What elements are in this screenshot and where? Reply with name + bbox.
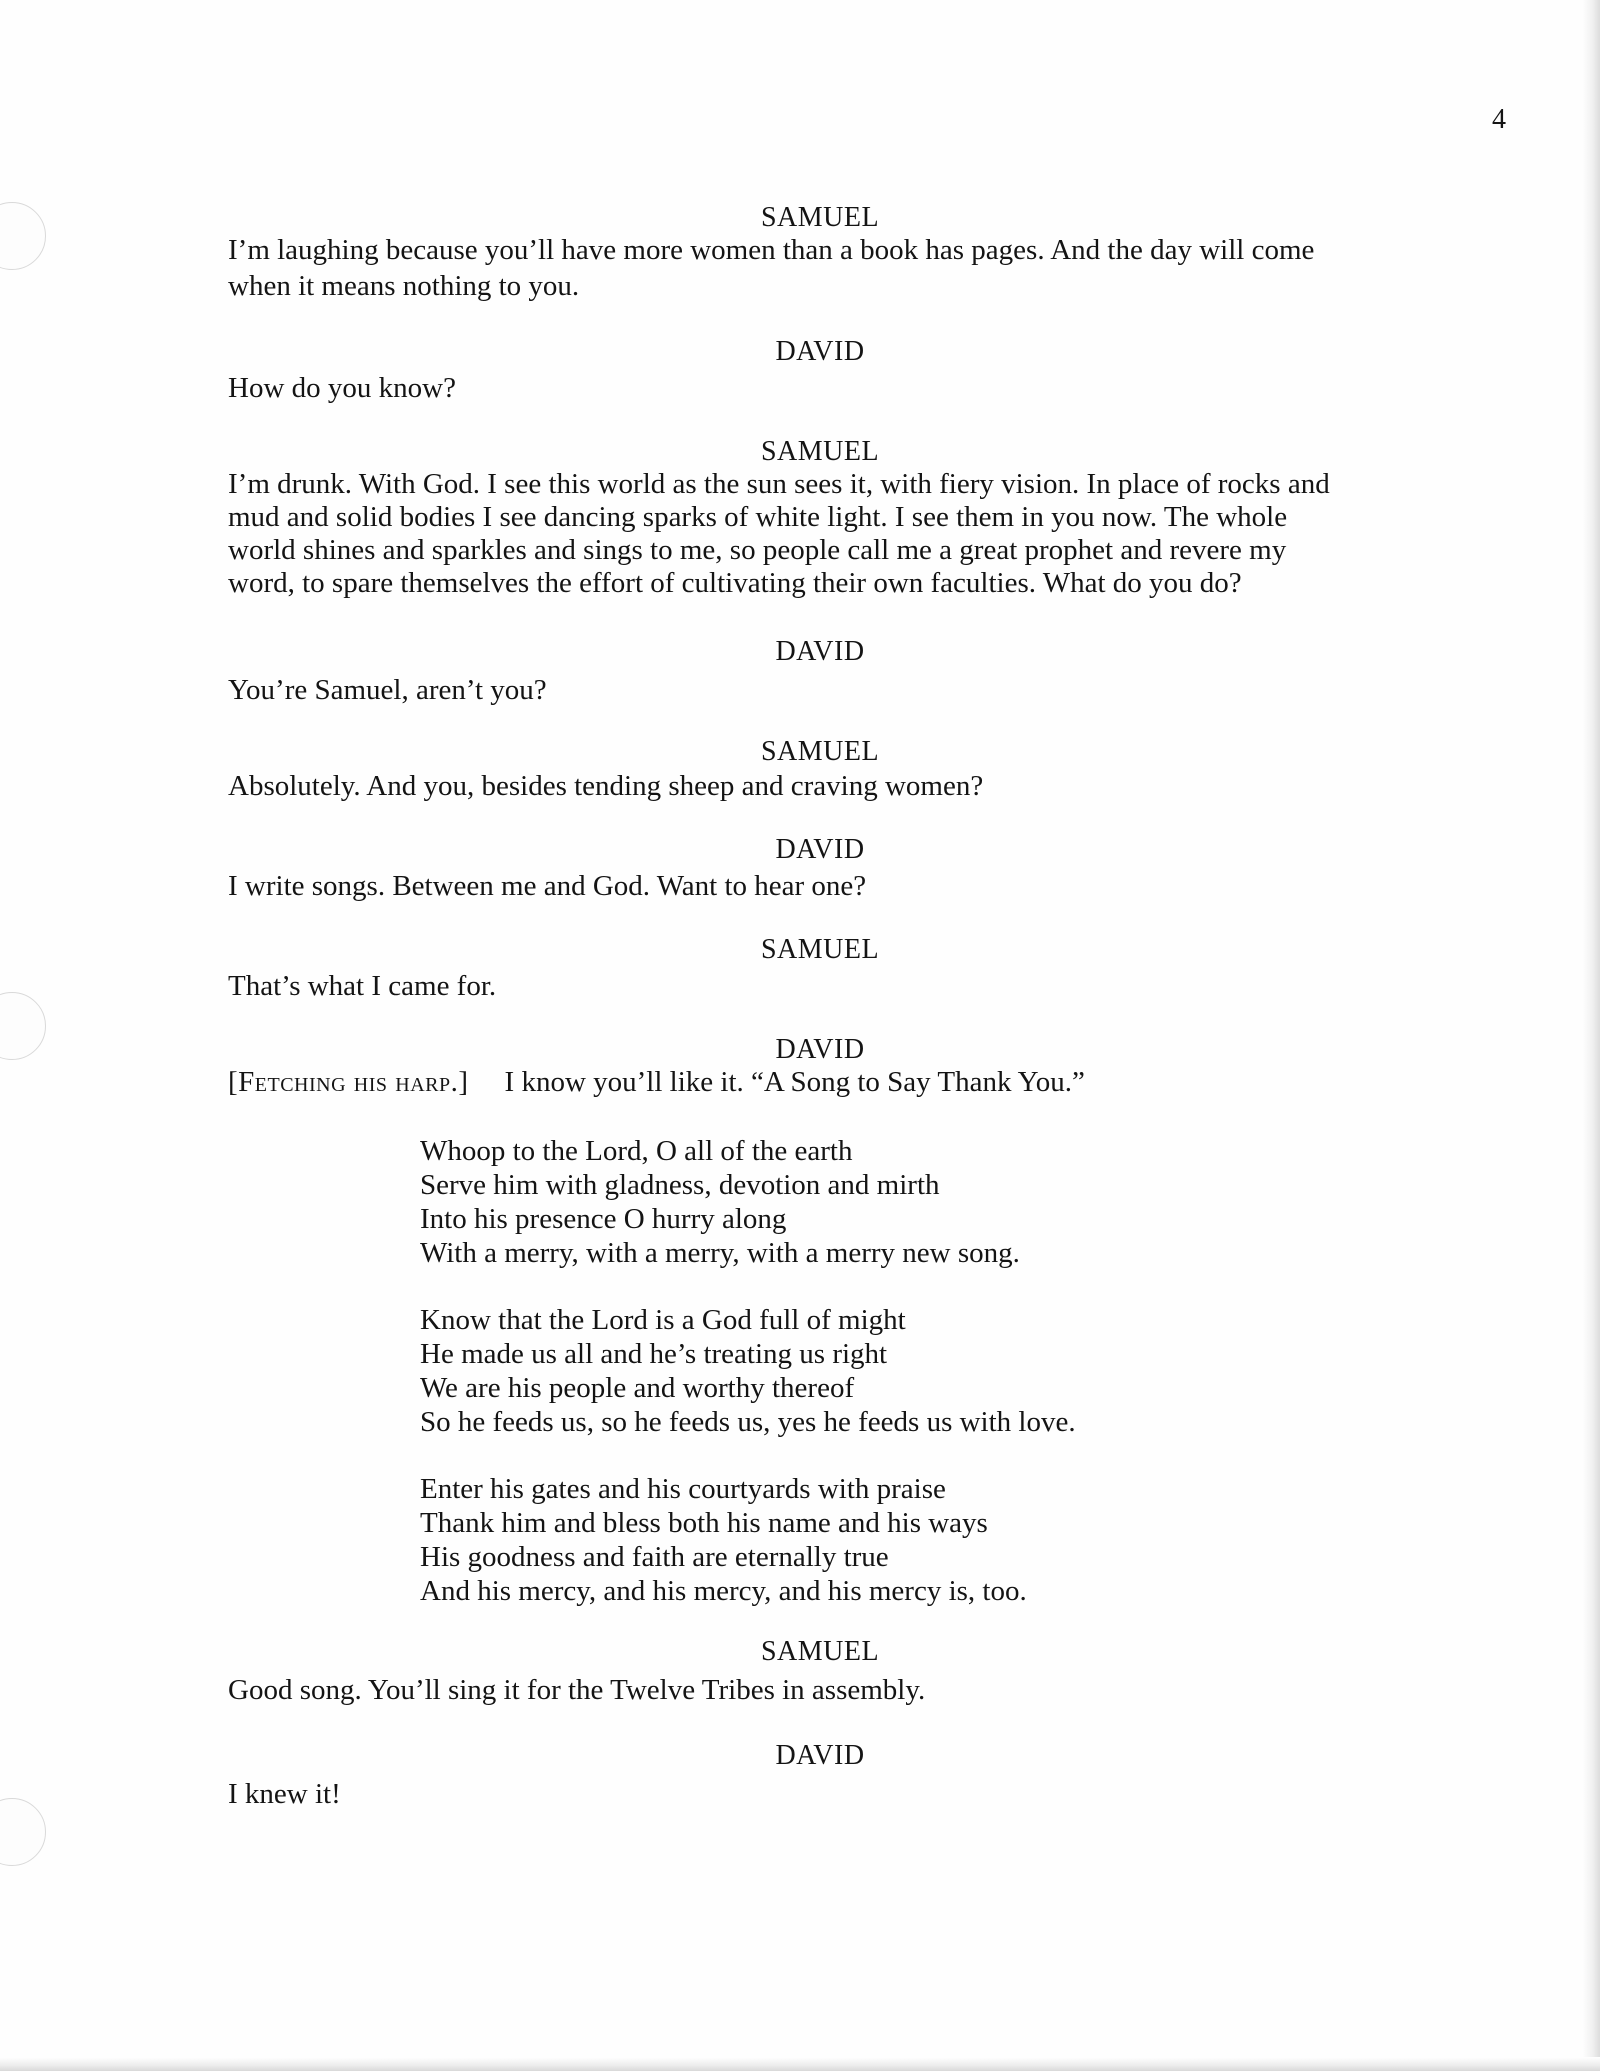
dialogue-line: Good song. You’ll sing it for the Twelve Tribes in assembly. (228, 1674, 926, 1706)
song-line: Thank him and bless both his name and his ways (420, 1507, 988, 1539)
dialogue-line: I’m laughing because you’ll have more women than a book has pages. And the day will come (228, 234, 1315, 266)
song-line: Know that the Lord is a God full of might (420, 1304, 906, 1336)
dialogue-line: How do you know? (228, 372, 456, 404)
dialogue-line: That’s what I came for. (228, 970, 497, 1002)
song-stanza-2 (420, 1303, 1320, 1439)
song-stanza-1 (420, 1134, 1320, 1270)
speaker-name: SAMUEL (760, 1636, 880, 1667)
speaker-name: SAMUEL (760, 934, 880, 965)
dialogue-line: mud and solid bodies I see dancing sparks of white light. I see them in you now. The whole (228, 501, 1288, 533)
song-line: So he feeds us, so he feeds us, yes he feeds us with love. (420, 1406, 1076, 1438)
dialogue-line: I’m drunk. With God. I see this world as the sun sees it, with fiery vision. In place of rocks and (228, 468, 1330, 500)
song-line: Into his presence O hurry along (420, 1203, 787, 1235)
speaker-name: DAVID (775, 1740, 865, 1771)
song-line: Whoop to the Lord, O all of the earth (420, 1135, 853, 1167)
speaker-name: DAVID (775, 336, 865, 367)
dialogue-line: Absolutely. And you, besides tending sheep and craving women? (228, 770, 984, 802)
page-number: 4 (1492, 104, 1506, 135)
dialogue-line: You’re Samuel, aren’t you? (228, 674, 547, 706)
dialogue-line: when it means nothing to you. (228, 270, 580, 302)
dialogue-line: world shines and sparkles and sings to me, so people call me a great prophet and revere my (228, 534, 1287, 566)
dialogue-line: I write songs. Between me and God. Want to hear one? (228, 870, 867, 902)
speaker-name: DAVID (775, 1034, 865, 1065)
song-stanza-3 (420, 1472, 1320, 1608)
speaker-name: SAMUEL (760, 436, 880, 467)
song-line: With a merry, with a merry, with a merry new song. (420, 1237, 1020, 1269)
punch-hole-bottom (0, 1798, 46, 1866)
paper-edge-bottom (0, 2057, 1600, 2071)
song-line: He made us all and he’s treating us right (420, 1338, 888, 1370)
dialogue-line: I knew it! (228, 1778, 341, 1810)
song-line: His goodness and faith are eternally true (420, 1541, 889, 1573)
song-line: Serve him with gladness, devotion and mirth (420, 1169, 940, 1201)
speaker-name: SAMUEL (760, 202, 880, 233)
dialogue-text: I know you’ll like it. “A Song to Say Thank You.” (504, 1066, 1085, 1098)
punch-hole-top (0, 202, 46, 270)
speaker-name: DAVID (775, 636, 865, 667)
dialogue-line-with-direction (228, 1066, 1428, 1099)
song-line: And his mercy, and his mercy, and his mercy is, too. (420, 1575, 1027, 1607)
dialogue-line: word, to spare themselves the effort of cultivating their own faculties. What do you do? (228, 567, 1242, 599)
paper-edge-right (1582, 0, 1600, 2071)
stage-direction: [Fetching his harp.] (228, 1066, 469, 1098)
speaker-name: SAMUEL (760, 736, 880, 767)
song-line: We are his people and worthy thereof (420, 1372, 855, 1404)
speaker-name: DAVID (775, 834, 865, 865)
punch-hole-middle (0, 992, 46, 1060)
song-line: Enter his gates and his courtyards with praise (420, 1473, 946, 1505)
